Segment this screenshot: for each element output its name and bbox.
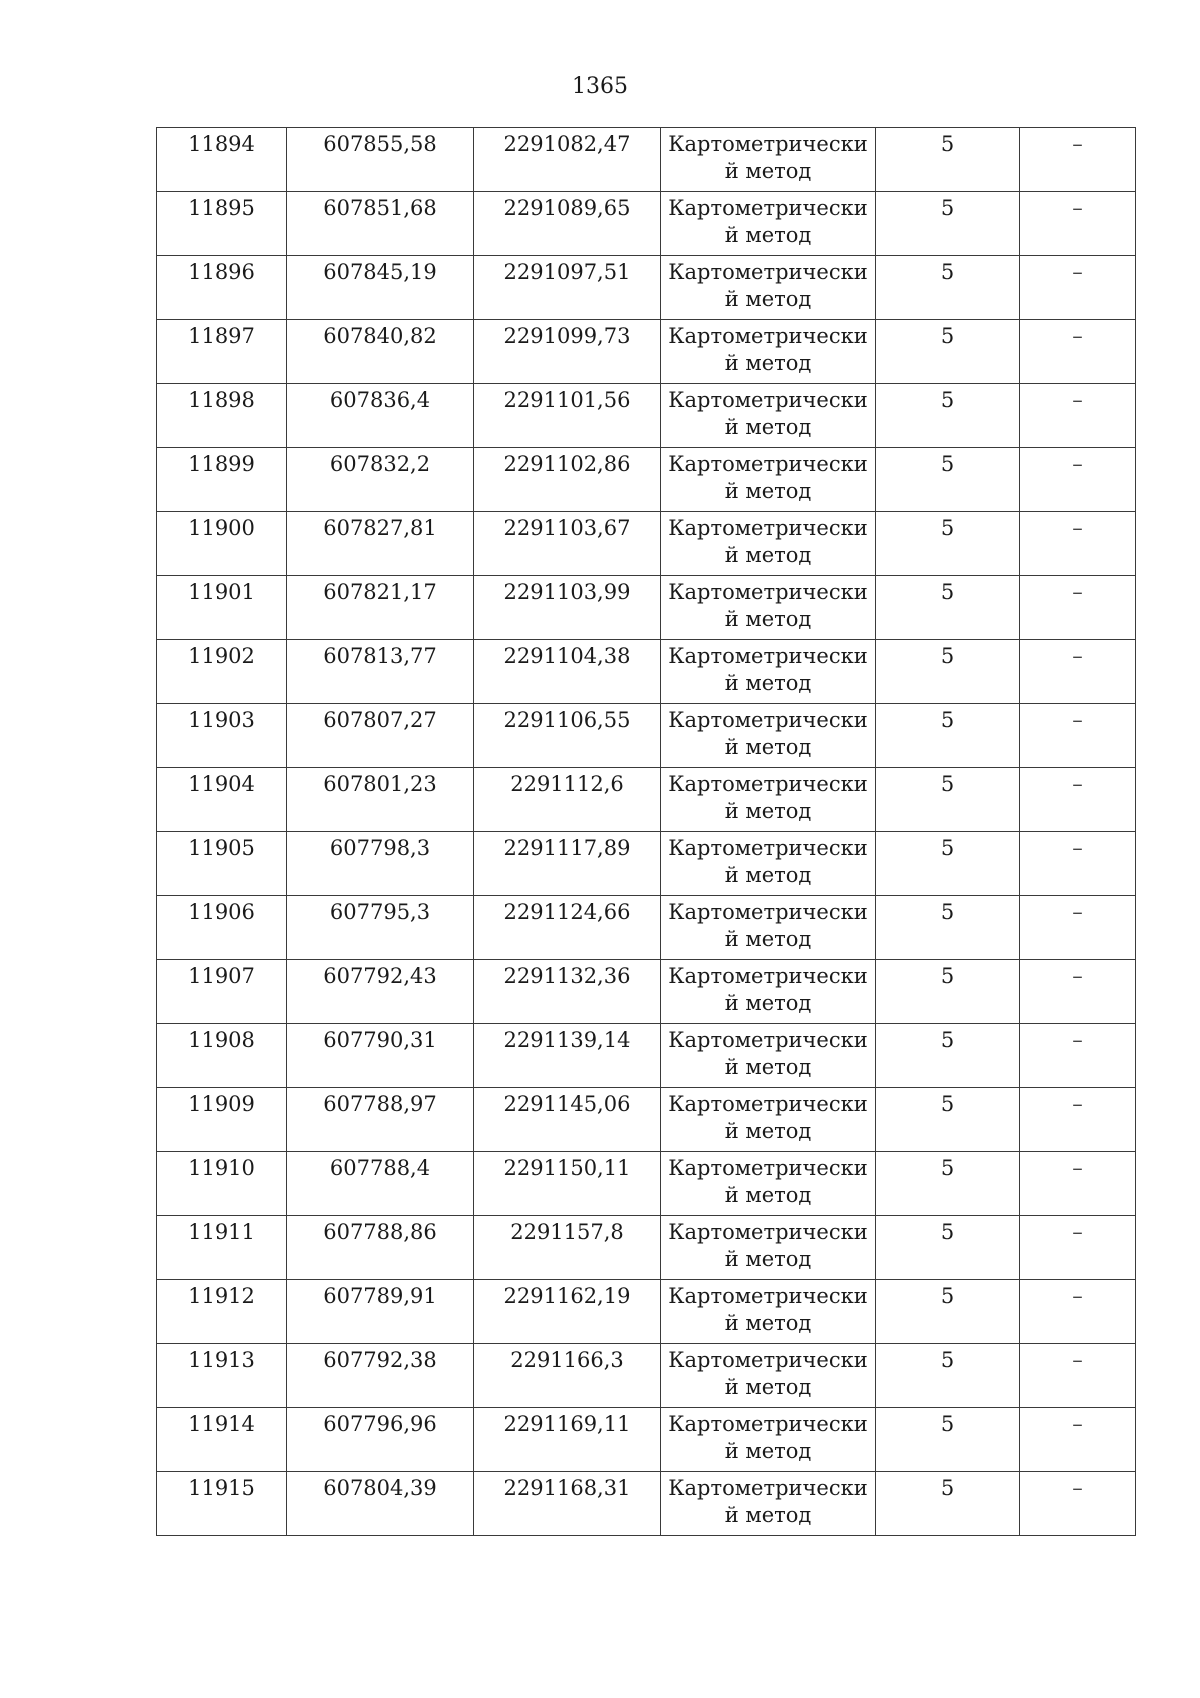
- method-cell: Картометрический метод: [661, 640, 876, 704]
- point-number-cell: 11900: [157, 512, 287, 576]
- point-number-cell: 11911: [157, 1216, 287, 1280]
- method-cell: Картометрический метод: [661, 1408, 876, 1472]
- point-number-cell: 11896: [157, 256, 287, 320]
- note-cell: –: [1020, 896, 1136, 960]
- accuracy-cell: 5: [876, 960, 1020, 1024]
- x-coordinate-cell: 607796,96: [287, 1408, 474, 1472]
- point-number-cell: 11914: [157, 1408, 287, 1472]
- table-row: [157, 1472, 1136, 1536]
- method-cell: Картометрический метод: [661, 896, 876, 960]
- method-cell: Картометрический метод: [661, 128, 876, 192]
- y-coordinate-cell: 2291162,19: [474, 1280, 661, 1344]
- x-coordinate-cell: 607827,81: [287, 512, 474, 576]
- point-number-cell: 11903: [157, 704, 287, 768]
- y-coordinate-cell: 2291168,31: [474, 1472, 661, 1536]
- point-number-cell: 11909: [157, 1088, 287, 1152]
- point-number-cell: 11905: [157, 832, 287, 896]
- table-row: [157, 1216, 1136, 1280]
- accuracy-cell: 5: [876, 704, 1020, 768]
- x-coordinate-cell: 607792,38: [287, 1344, 474, 1408]
- accuracy-cell: 5: [876, 576, 1020, 640]
- note-cell: –: [1020, 512, 1136, 576]
- y-coordinate-cell: 2291099,73: [474, 320, 661, 384]
- table-row: [157, 448, 1136, 512]
- method-cell: Картометрический метод: [661, 192, 876, 256]
- note-cell: –: [1020, 1152, 1136, 1216]
- x-coordinate-cell: 607807,27: [287, 704, 474, 768]
- note-cell: –: [1020, 128, 1136, 192]
- method-cell: Картометрический метод: [661, 704, 876, 768]
- table-row: [157, 1088, 1136, 1152]
- accuracy-cell: 5: [876, 320, 1020, 384]
- accuracy-cell: 5: [876, 1088, 1020, 1152]
- method-cell: Картометрический метод: [661, 1088, 876, 1152]
- y-coordinate-cell: 2291097,51: [474, 256, 661, 320]
- x-coordinate-cell: 607801,23: [287, 768, 474, 832]
- table-row: [157, 1280, 1136, 1344]
- table-row: [157, 128, 1136, 192]
- accuracy-cell: 5: [876, 192, 1020, 256]
- table-row: [157, 768, 1136, 832]
- table-row: [157, 832, 1136, 896]
- y-coordinate-cell: 2291082,47: [474, 128, 661, 192]
- x-coordinate-cell: 607789,91: [287, 1280, 474, 1344]
- x-coordinate-cell: 607832,2: [287, 448, 474, 512]
- y-coordinate-cell: 2291106,55: [474, 704, 661, 768]
- point-number-cell: 11897: [157, 320, 287, 384]
- point-number-cell: 11910: [157, 1152, 287, 1216]
- accuracy-cell: 5: [876, 768, 1020, 832]
- point-number-cell: 11899: [157, 448, 287, 512]
- table-row: [157, 1152, 1136, 1216]
- note-cell: –: [1020, 1216, 1136, 1280]
- method-cell: Картометрический метод: [661, 832, 876, 896]
- y-coordinate-cell: 2291112,6: [474, 768, 661, 832]
- x-coordinate-cell: 607788,97: [287, 1088, 474, 1152]
- y-coordinate-cell: 2291145,06: [474, 1088, 661, 1152]
- note-cell: –: [1020, 640, 1136, 704]
- accuracy-cell: 5: [876, 1472, 1020, 1536]
- point-number-cell: 11894: [157, 128, 287, 192]
- accuracy-cell: 5: [876, 448, 1020, 512]
- x-coordinate-cell: 607792,43: [287, 960, 474, 1024]
- point-number-cell: 11898: [157, 384, 287, 448]
- note-cell: –: [1020, 320, 1136, 384]
- accuracy-cell: 5: [876, 1280, 1020, 1344]
- note-cell: –: [1020, 1280, 1136, 1344]
- accuracy-cell: 5: [876, 640, 1020, 704]
- point-number-cell: 11906: [157, 896, 287, 960]
- table-row: [157, 512, 1136, 576]
- y-coordinate-cell: 2291103,99: [474, 576, 661, 640]
- table-row: [157, 1024, 1136, 1088]
- point-number-cell: 11913: [157, 1344, 287, 1408]
- y-coordinate-cell: 2291102,86: [474, 448, 661, 512]
- note-cell: –: [1020, 448, 1136, 512]
- table-row: [157, 576, 1136, 640]
- y-coordinate-cell: 2291132,36: [474, 960, 661, 1024]
- x-coordinate-cell: 607855,58: [287, 128, 474, 192]
- table-row: [157, 1344, 1136, 1408]
- x-coordinate-cell: 607836,4: [287, 384, 474, 448]
- method-cell: Картометрический метод: [661, 960, 876, 1024]
- x-coordinate-cell: 607813,77: [287, 640, 474, 704]
- method-cell: Картометрический метод: [661, 1216, 876, 1280]
- note-cell: –: [1020, 192, 1136, 256]
- table-row: [157, 1408, 1136, 1472]
- y-coordinate-cell: 2291101,56: [474, 384, 661, 448]
- y-coordinate-cell: 2291169,11: [474, 1408, 661, 1472]
- x-coordinate-cell: 607845,19: [287, 256, 474, 320]
- table-row: [157, 704, 1136, 768]
- y-coordinate-cell: 2291150,11: [474, 1152, 661, 1216]
- x-coordinate-cell: 607851,68: [287, 192, 474, 256]
- y-coordinate-cell: 2291103,67: [474, 512, 661, 576]
- method-cell: Картометрический метод: [661, 1152, 876, 1216]
- method-cell: Картометрический метод: [661, 768, 876, 832]
- point-number-cell: 11904: [157, 768, 287, 832]
- x-coordinate-cell: 607840,82: [287, 320, 474, 384]
- table-row: [157, 320, 1136, 384]
- table-row: [157, 960, 1136, 1024]
- table-row: [157, 192, 1136, 256]
- accuracy-cell: 5: [876, 1152, 1020, 1216]
- note-cell: –: [1020, 1344, 1136, 1408]
- x-coordinate-cell: 607798,3: [287, 832, 474, 896]
- method-cell: Картометрический метод: [661, 1344, 876, 1408]
- method-cell: Картометрический метод: [661, 384, 876, 448]
- accuracy-cell: 5: [876, 1024, 1020, 1088]
- method-cell: Картометрический метод: [661, 576, 876, 640]
- note-cell: –: [1020, 1472, 1136, 1536]
- x-coordinate-cell: 607788,4: [287, 1152, 474, 1216]
- point-number-cell: 11907: [157, 960, 287, 1024]
- accuracy-cell: 5: [876, 1216, 1020, 1280]
- note-cell: –: [1020, 1408, 1136, 1472]
- y-coordinate-cell: 2291117,89: [474, 832, 661, 896]
- y-coordinate-cell: 2291157,8: [474, 1216, 661, 1280]
- point-number-cell: 11908: [157, 1024, 287, 1088]
- accuracy-cell: 5: [876, 512, 1020, 576]
- accuracy-cell: 5: [876, 128, 1020, 192]
- method-cell: Картометрический метод: [661, 256, 876, 320]
- note-cell: –: [1020, 1024, 1136, 1088]
- y-coordinate-cell: 2291089,65: [474, 192, 661, 256]
- accuracy-cell: 5: [876, 1408, 1020, 1472]
- point-number-cell: 11902: [157, 640, 287, 704]
- point-number-cell: 11915: [157, 1472, 287, 1536]
- table-row: [157, 896, 1136, 960]
- note-cell: –: [1020, 384, 1136, 448]
- point-number-cell: 11895: [157, 192, 287, 256]
- accuracy-cell: 5: [876, 1344, 1020, 1408]
- note-cell: –: [1020, 768, 1136, 832]
- method-cell: Картометрический метод: [661, 448, 876, 512]
- table-row: [157, 256, 1136, 320]
- y-coordinate-cell: 2291104,38: [474, 640, 661, 704]
- accuracy-cell: 5: [876, 256, 1020, 320]
- x-coordinate-cell: 607788,86: [287, 1216, 474, 1280]
- note-cell: –: [1020, 960, 1136, 1024]
- accuracy-cell: 5: [876, 832, 1020, 896]
- x-coordinate-cell: 607795,3: [287, 896, 474, 960]
- method-cell: Картометрический метод: [661, 512, 876, 576]
- note-cell: –: [1020, 576, 1136, 640]
- table-body: [157, 128, 1136, 1536]
- y-coordinate-cell: 2291139,14: [474, 1024, 661, 1088]
- accuracy-cell: 5: [876, 896, 1020, 960]
- coordinates-table: [156, 127, 1136, 1536]
- method-cell: Картометрический метод: [661, 1024, 876, 1088]
- table-row: [157, 384, 1136, 448]
- y-coordinate-cell: 2291124,66: [474, 896, 661, 960]
- method-cell: Картометрический метод: [661, 1472, 876, 1536]
- page-number: 1365: [572, 74, 628, 99]
- point-number-cell: 11912: [157, 1280, 287, 1344]
- note-cell: –: [1020, 832, 1136, 896]
- accuracy-cell: 5: [876, 384, 1020, 448]
- y-coordinate-cell: 2291166,3: [474, 1344, 661, 1408]
- x-coordinate-cell: 607804,39: [287, 1472, 474, 1536]
- x-coordinate-cell: 607821,17: [287, 576, 474, 640]
- x-coordinate-cell: 607790,31: [287, 1024, 474, 1088]
- method-cell: Картометрический метод: [661, 320, 876, 384]
- note-cell: –: [1020, 256, 1136, 320]
- note-cell: –: [1020, 1088, 1136, 1152]
- note-cell: –: [1020, 704, 1136, 768]
- point-number-cell: 11901: [157, 576, 287, 640]
- method-cell: Картометрический метод: [661, 1280, 876, 1344]
- table-row: [157, 640, 1136, 704]
